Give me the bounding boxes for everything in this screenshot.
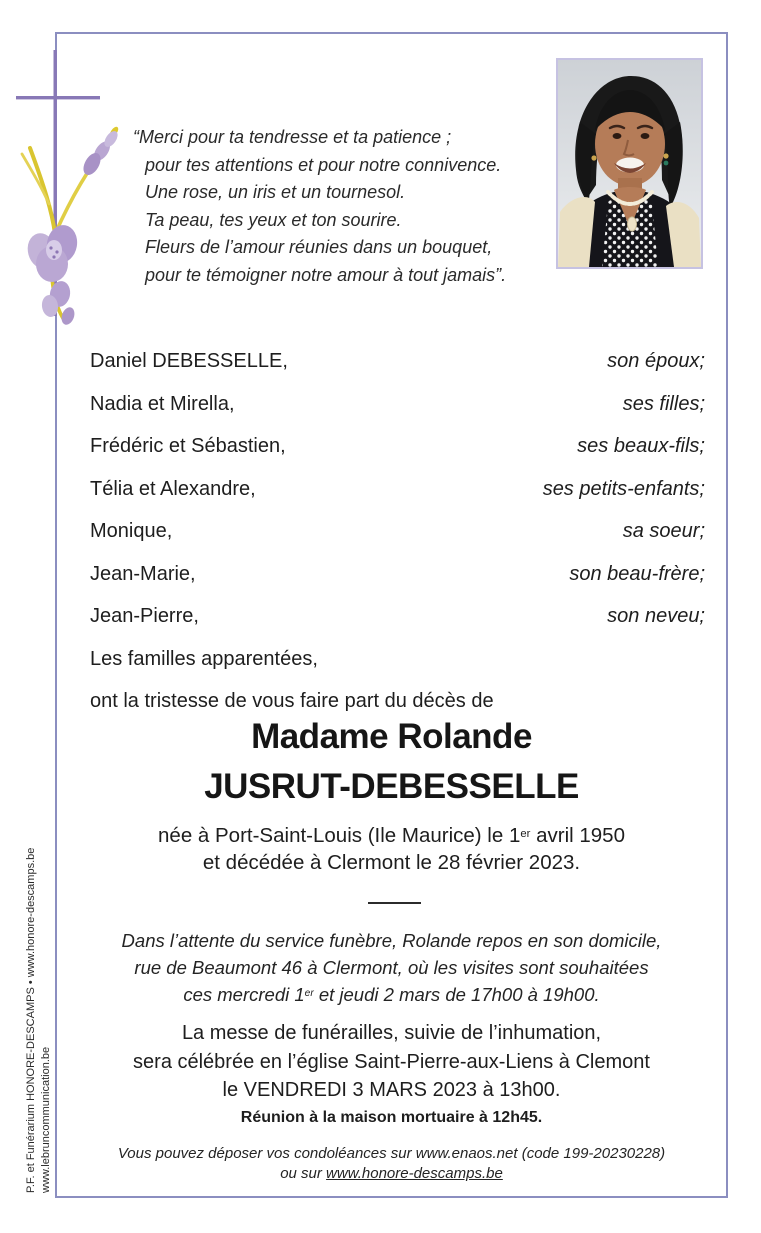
quote-line: pour tes attentions et pour notre connivence.: [145, 154, 502, 175]
printer-credits: [24, 848, 54, 1193]
family-row: [90, 393, 705, 436]
condolences-text: ou sur: [280, 1165, 327, 1182]
condolences-paragraph: [55, 1144, 728, 1184]
family-list: [90, 350, 705, 648]
family-member-relation: ses beaux-fils;: [577, 435, 705, 457]
ordinal-superscript: er: [304, 988, 314, 1000]
wake-line: [55, 981, 728, 1012]
funeral-line: sera célébrée en l’église Saint-Pierre-aux-Liens à Clemont: [133, 1050, 650, 1073]
family-member-relation: ses filles;: [622, 392, 705, 415]
family-member-name: Frédéric et Sébastien,: [90, 435, 286, 457]
family-row: [90, 605, 705, 648]
credits-line-printer: www.lebruncommunication.be: [40, 1046, 52, 1193]
family-member-relation: sa soeur;: [622, 520, 705, 542]
condolences-line: [55, 1164, 728, 1184]
funeral-home-url-link[interactable]: www.honore-descamps.be: [326, 1165, 503, 1182]
announcement-intro-line: ont la tristesse de vous faire part du décès de: [90, 690, 494, 712]
family-member-name: Jean-Marie,: [90, 562, 196, 585]
related-families-line: Les familles apparentées,: [90, 648, 318, 670]
wake-line: Dans l’attente du service funèbre, Rolande repos en son domicile,: [121, 930, 662, 951]
portrait-illustration: [558, 60, 701, 267]
family-member-relation: son neveu;: [607, 605, 705, 627]
ordinal-superscript: er: [520, 827, 531, 840]
quote-line: pour te témoigner notre amour à tout jamais”.: [145, 264, 507, 285]
deceased-name-line2: JUSRUT-DEBESSELLE: [204, 767, 579, 806]
funeral-line: La messe de funérailles, suivie de l’inhumation,: [181, 1022, 602, 1044]
family-member-name: Monique,: [90, 520, 173, 542]
quote-line: Ta peau, tes yeux et ton sourire.: [145, 209, 402, 230]
death-line: et décédée à Clermont le 28 février 2023.: [202, 851, 581, 874]
birth-line: [55, 824, 728, 848]
quote-line: Fleurs de l’amour réunies dans un bouquet,: [145, 237, 493, 257]
wake-paragraph: [55, 927, 728, 1012]
cross-and-freesia-icon: [2, 36, 122, 328]
separator-rule: [368, 902, 421, 904]
birth-text: née à Port-Saint-Louis (Ile Maurice) le 1: [158, 824, 521, 847]
family-member-relation: ses petits-enfants;: [542, 477, 705, 500]
family-row: [90, 350, 705, 393]
family-member-name: Télia et Alexandre,: [90, 477, 256, 500]
family-member-name: Nadia et Mirella,: [90, 392, 235, 415]
credits-line-funeral-home: P.F. et Funérarium HONORE-DESCAMPS • www.honore-descamps.be: [25, 847, 37, 1193]
reunion-line: Réunion à la maison mortuaire à 12h45.: [240, 1109, 543, 1126]
family-row: [90, 563, 705, 606]
funeral-paragraph: [55, 1019, 728, 1105]
portrait-photo: [556, 58, 703, 269]
quote-line: “Merci pour ta tendresse et ta patience ;: [133, 127, 452, 147]
quote-line: Une rose, un iris et un tournesol.: [145, 182, 406, 202]
wake-text: ces mercredi 1: [183, 984, 305, 1005]
wake-line: rue de Beaumont 46 à Clermont, où les visites sont souhaitées: [134, 957, 649, 978]
family-member-relation: son beau-frère;: [569, 562, 705, 585]
wake-text-suffix: et jeudi 2 mars de 17h00 à 19h00.: [313, 984, 600, 1005]
family-member-name: Jean-Pierre,: [90, 605, 199, 627]
funeral-line: le VENDREDI 3 MARS 2023 à 13h00.: [222, 1079, 561, 1101]
memorial-quote: [133, 124, 543, 289]
family-row: [90, 520, 705, 563]
deceased-name-line1: Madame Rolande: [251, 717, 532, 756]
family-row: [90, 435, 705, 478]
family-member-relation: son époux;: [607, 350, 705, 372]
family-row: [90, 478, 705, 521]
birth-text-suffix: avril 1950: [530, 824, 625, 847]
family-member-name: Daniel DEBESSELLE,: [90, 350, 288, 372]
condolences-line: Vous pouvez déposer vos condoléances sur www.enaos.net (code 199-20230228): [117, 1145, 666, 1162]
